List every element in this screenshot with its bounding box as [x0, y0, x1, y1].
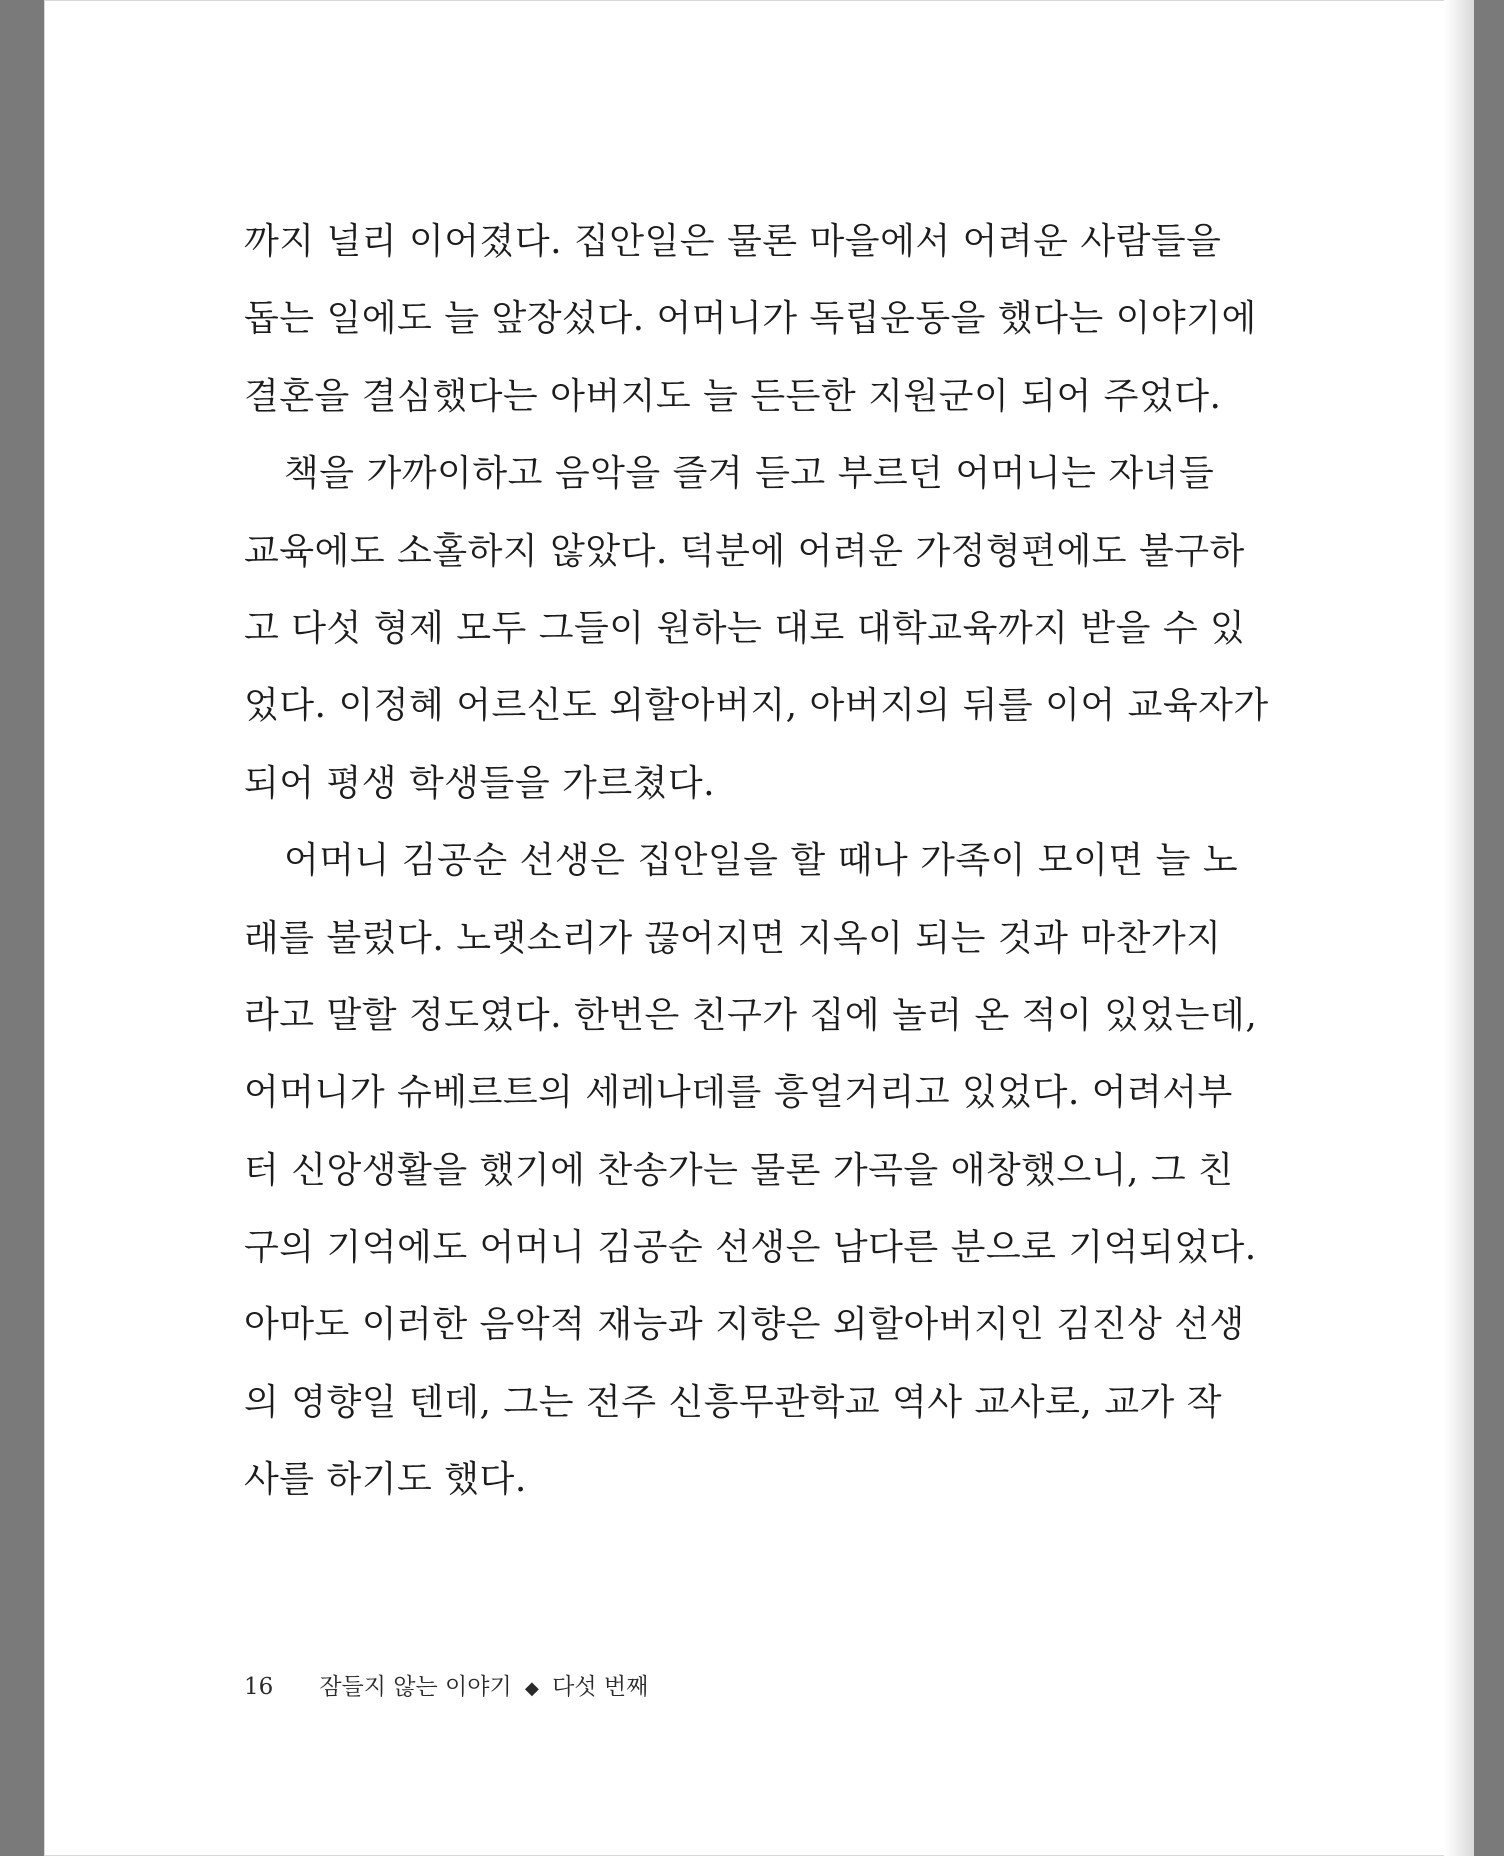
text-line: 어머니가 슈베르트의 세레나데를 흥얼거리고 있었다. 어려서부 — [244, 1072, 1233, 1114]
page-footer — [244, 1668, 648, 1701]
book-page — [44, 0, 1474, 1856]
diamond-separator-icon: ◆ — [525, 1678, 539, 1699]
text-line: 어머니 김공순 선생은 집안일을 할 때나 가족이 모이면 늘 노 — [284, 840, 1239, 882]
page-edge-shadow — [1444, 0, 1474, 1856]
text-line: 라고 말할 정도였다. 한번은 친구가 집에 놀러 온 적이 있었는데, — [244, 994, 1258, 1036]
text-line: 사를 하기도 했다. — [244, 1459, 527, 1501]
text-line: 구의 기억에도 어머니 김공순 선생은 남다른 분으로 기억되었다. — [244, 1227, 1257, 1269]
page-number: 16 — [244, 1674, 274, 1700]
paragraph-3 — [244, 833, 1258, 1530]
text-line: 되어 평생 학생들을 가르쳤다. — [244, 762, 716, 804]
paragraph-2 — [244, 446, 1269, 833]
text-line: 었다. 이정혜 어르신도 외할아버지, 아버지의 뒤를 이어 교육자가 — [244, 685, 1269, 727]
text-line: 래를 불렀다. 노랫소리가 끊어지면 지옥이 되는 것과 마찬가지 — [244, 917, 1222, 959]
text-line: 교육에도 소홀하지 않았다. 덕분에 어려운 가정형편에도 불구하 — [244, 530, 1245, 572]
text-line: 결혼을 결심했다는 아버지도 늘 든든한 지원군이 되어 주었다. — [244, 375, 1222, 417]
text-line: 고 다섯 형제 모두 그들이 원하는 대로 대학교육까지 받을 수 있 — [244, 607, 1246, 649]
text-line: 책을 가까이하고 음악을 즐겨 듣고 부르던 어머니는 자녀들 — [284, 453, 1215, 495]
text-line: 아마도 이러한 음악적 재능과 지향은 외할아버지인 김진상 선생 — [244, 1304, 1245, 1346]
text-line: 돕는 일에도 늘 앞장섰다. 어머니가 독립운동을 했다는 이야기에 — [244, 298, 1257, 340]
book-title: 잠들지 않는 이야기 — [319, 1674, 512, 1700]
text-line: 의 영향일 텐데, 그는 전주 신흥무관학교 역사 교사로, 교가 작 — [244, 1381, 1223, 1423]
body-text — [244, 214, 1269, 1530]
text-line: 까지 널리 이어졌다. 집안일은 물론 마을에서 어려운 사람들을 — [244, 221, 1222, 262]
paragraph-1 — [244, 214, 1257, 446]
volume-label: 다섯 번째 — [552, 1674, 649, 1700]
text-line: 터 신앙생활을 했기에 찬송가는 물론 가곡을 애창했으니, 그 친 — [244, 1149, 1234, 1191]
